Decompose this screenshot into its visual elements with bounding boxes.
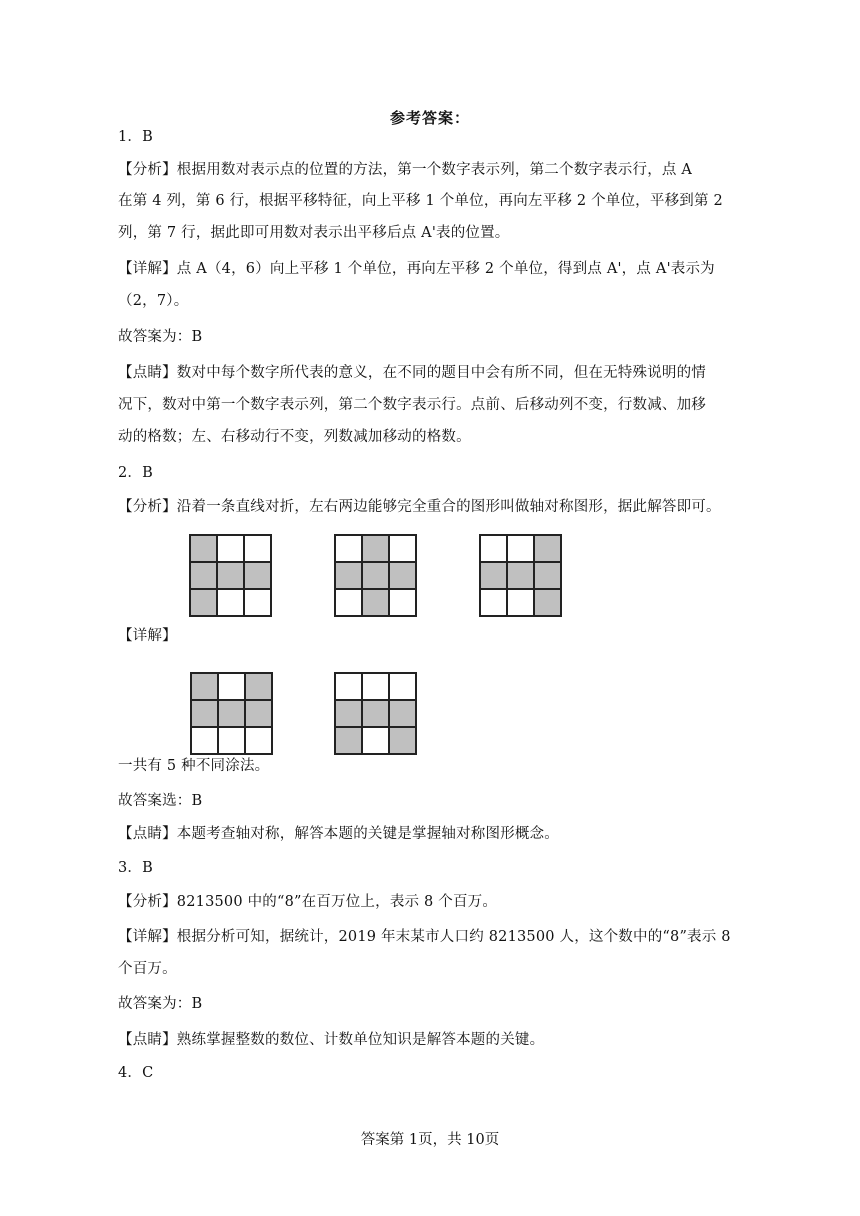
shaded-cell (335, 562, 362, 589)
shaded-cell (191, 700, 218, 727)
shaded-cell (534, 535, 561, 562)
text-line: 动的格数；左、右移动行不变，列数减加移动的格数。 (118, 429, 471, 445)
text-line: 4．C (118, 1065, 154, 1081)
symmetry-grid (189, 534, 272, 617)
symmetry-grid (334, 534, 417, 617)
text-line: 【点睛】数对中每个数字所代表的意义，在不同的题目中会有所不同，但在无特殊说明的情 (118, 365, 706, 381)
shaded-cell (389, 700, 416, 727)
blank-cell (507, 535, 534, 562)
text-line: 个百万。 (118, 961, 177, 977)
blank-cell (507, 589, 534, 616)
shaded-cell (245, 673, 272, 700)
text-line: 故答案选：B (118, 793, 203, 809)
shaded-cell (534, 589, 561, 616)
text-line: 一共有 5 种不同涂法。 (118, 758, 270, 774)
blank-cell (335, 589, 362, 616)
page-title: 参考答案： (389, 109, 470, 127)
blank-cell (335, 535, 362, 562)
shaded-cell (244, 562, 271, 589)
shaded-cell (362, 700, 389, 727)
blank-cell (218, 727, 245, 754)
text-line: 【详解】 (118, 628, 177, 644)
shaded-cell (218, 700, 245, 727)
blank-cell (389, 589, 416, 616)
text-line: 【分析】8213500 中的“8”在百万位上，表示 8 个百万。 (118, 894, 498, 910)
blank-cell (245, 727, 272, 754)
symmetry-grid (334, 672, 417, 755)
blank-cell (244, 589, 271, 616)
text-line: 故答案为：B (118, 329, 203, 345)
blank-cell (217, 535, 244, 562)
text-line: 况下，数对中第一个数字表示列，第二个数字表示行。点前、后移动列不变，行数减、加移 (118, 397, 706, 413)
text-line: 【点睛】本题考查轴对称，解答本题的关键是掌握轴对称图形概念。 (118, 826, 559, 842)
shaded-cell (534, 562, 561, 589)
shaded-cell (389, 562, 416, 589)
text-line: 【点睛】熟练掌握整数的数位、计数单位知识是解答本题的关键。 (118, 1032, 545, 1048)
shaded-cell (480, 562, 507, 589)
blank-cell (191, 727, 218, 754)
shaded-cell (389, 727, 416, 754)
blank-cell (244, 535, 271, 562)
shaded-cell (190, 589, 217, 616)
text-line: 在第 4 列，第 6 行，根据平移特征，向上平移 1 个单位，再向左平移 2 个单位，平移到第 2 (118, 193, 723, 209)
shaded-cell (245, 700, 272, 727)
text-line: 【详解】根据分析可知，据统计，2019 年末某市人口约 8213500 人，这个数中的“8”表示 8 (118, 929, 731, 945)
text-line: 2．B (118, 465, 153, 481)
text-line: 1．B (118, 129, 153, 145)
blank-cell (480, 589, 507, 616)
blank-cell (335, 673, 362, 700)
blank-cell (362, 673, 389, 700)
blank-cell (480, 535, 507, 562)
text-line: （2，7）。 (118, 293, 189, 309)
text-line: 【分析】沿着一条直线对折，左右两边能够完全重合的图形叫做轴对称图形，据此解答即可。 (118, 499, 721, 515)
shaded-cell (362, 562, 389, 589)
blank-cell (218, 673, 245, 700)
text-line: 【分析】根据用数对表示点的位置的方法，第一个数字表示列，第二个数字表示行，点 A (118, 162, 693, 178)
blank-cell (217, 589, 244, 616)
shaded-cell (217, 562, 244, 589)
text-line: 故答案为：B (118, 996, 203, 1012)
shaded-cell (190, 562, 217, 589)
shaded-cell (362, 535, 389, 562)
text-line: 【详解】点 A（4，6）向上平移 1 个单位，再向左平移 2 个单位，得到点 A'，点 A'表示为 (118, 261, 715, 277)
shaded-cell (335, 700, 362, 727)
shaded-cell (507, 562, 534, 589)
shaded-cell (335, 727, 362, 754)
blank-cell (389, 673, 416, 700)
symmetry-grid (479, 534, 562, 617)
blank-cell (362, 727, 389, 754)
shaded-cell (362, 589, 389, 616)
shaded-cell (190, 535, 217, 562)
symmetry-grid (190, 672, 273, 755)
blank-cell (389, 535, 416, 562)
text-line: 列，第 7 行，据此即可用数对表示出平移后点 A'表的位置。 (118, 225, 510, 241)
page-footer: 答案第 1页，共 10页 (360, 1132, 500, 1148)
shaded-cell (191, 673, 218, 700)
text-line: 3．B (118, 860, 153, 876)
